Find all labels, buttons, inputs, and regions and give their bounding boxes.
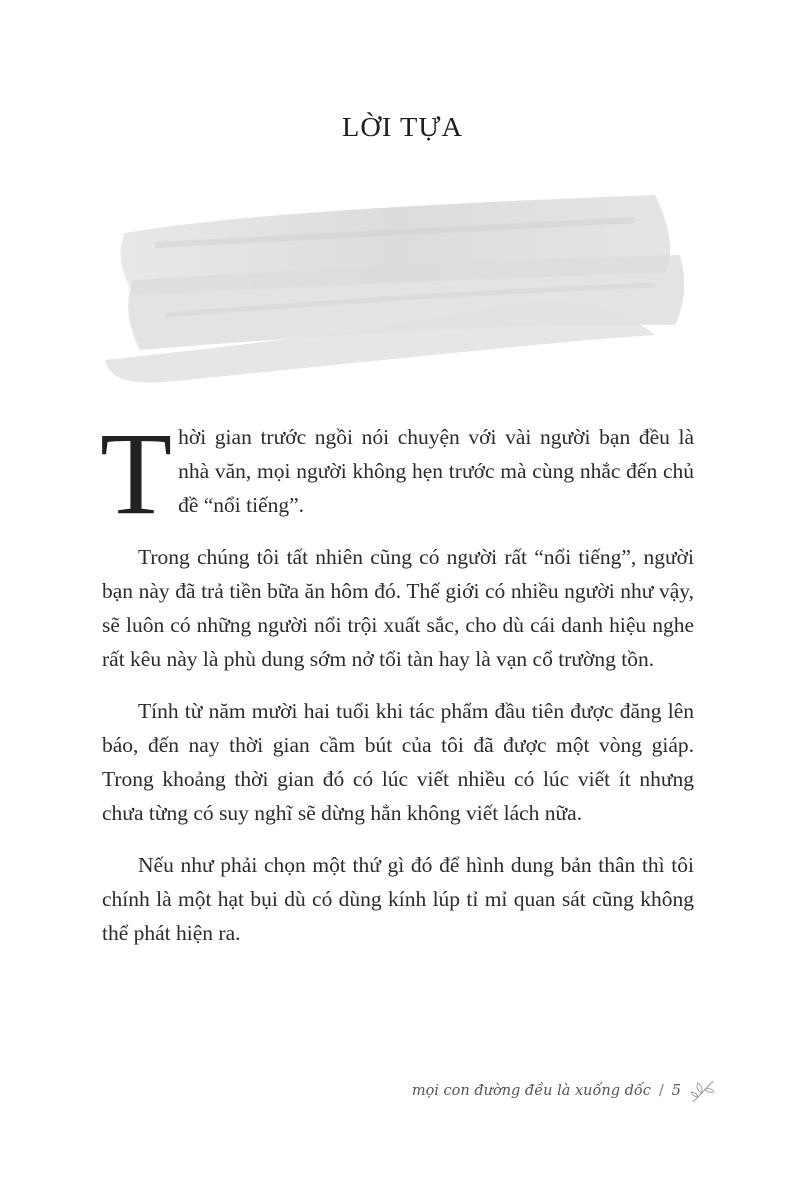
paragraph-1-text: hời gian trước ngồi nói chuyện với vài người bạn đều là nhà văn, mọi người không hẹn trước mà cùng nhắc đến chủ đề “nổi tiếng”.	[178, 425, 694, 517]
paragraph-3: Tính từ năm mười hai tuổi khi tác phẩm đầu tiên được đăng lên báo, đến nay thời gian cầm bút của tôi đã được một vòng giáp. Trong khoảng thời gian đó có lúc viết nhiều có lúc viết ít nhưng chưa từng có suy nghĩ sẽ dừng hẳn không viết lách nữa.	[102, 699, 694, 825]
leaf-sprig-icon	[689, 1078, 717, 1104]
footer-separator: /	[658, 1083, 664, 1099]
brush-stroke-decoration	[95, 185, 695, 400]
preface-body	[100, 408, 694, 968]
page-footer	[412, 1078, 717, 1104]
page-title: LỜI TỰA	[342, 112, 463, 142]
drop-cap: T	[100, 408, 173, 539]
page-number: 5	[671, 1083, 681, 1099]
paragraph-1	[100, 408, 694, 539]
footer-book-title: mọi con đường đều là xuống dốc	[411, 1083, 651, 1099]
paragraph-2: Trong chúng tôi tất nhiên cũng có người rất “nổi tiếng”, người bạn này đã trả tiền bữa ăn hôm đó. Thế giới có nhiều người như vậy, sẽ luôn có những người nổi trội xuất sắc, cho dù cái danh hiệu nghe rất kêu này là phù dung sớm nở tối tàn hay là vạn cổ trường tồn.	[102, 545, 694, 671]
paragraph-4: Nếu như phải chọn một thứ gì đó để hình dung bản thân thì tôi chính là một hạt bụi dù có dùng kính lúp tỉ mỉ quan sát cũng không thể phát hiện ra.	[102, 853, 694, 945]
